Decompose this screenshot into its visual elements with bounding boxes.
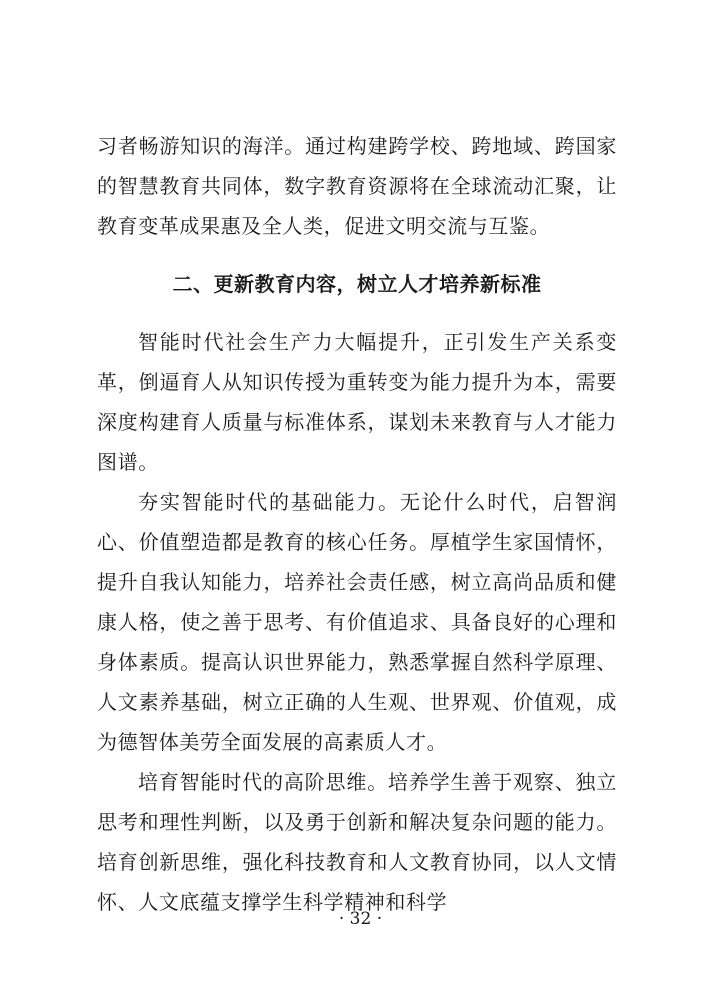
paragraph-productivity: 智能时代社会生产力大幅提升，正引发生产关系变革，倒逼育人从知识传授为重转变为能力提升为本，需要深度构建育人质量与标准体系，谋划未来教育与人才能力图谱。 — [97, 330, 617, 474]
section-heading: 二、更新教育内容，树立人才培养新标准 — [172, 272, 542, 296]
page-number: · 32 · — [338, 909, 383, 929]
paragraph-continued: 习者畅游知识的海洋。通过构建跨学校、跨地域、跨国家的智慧教育共同体，数字教育资源将在全球流动汇聚，让教育变革成果惠及全人类，促进文明交流与互鉴。 — [97, 134, 617, 238]
paragraph-higher-thinking: 培育智能时代的高阶思维。培养学生善于观察、独立思考和理性判断，以及勇于创新和解决复杂问题的能力。培育创新思维，强化科技教育和人文教育协同，以人文情怀、人文底蕴支撑学生科学精神和科学 — [97, 770, 617, 914]
document-body — [97, 126, 617, 922]
paragraph-basic-abilities: 夯实智能时代的基础能力。无论什么时代，启智润心、价值塑造都是教育的核心任务。厚植学生家国情怀，提升自我认知能力，培养社会责任感，树立高尚品质和健康人格，使之善于思考、有价值追求、具备良好的心理和身体素质。提高认识世界能力，熟悉掌握自然科学原理、人文素养基础，树立正确的人生观、世界观、价值观，成为德智体美劳全面发展的高素质人才。 — [97, 490, 617, 754]
